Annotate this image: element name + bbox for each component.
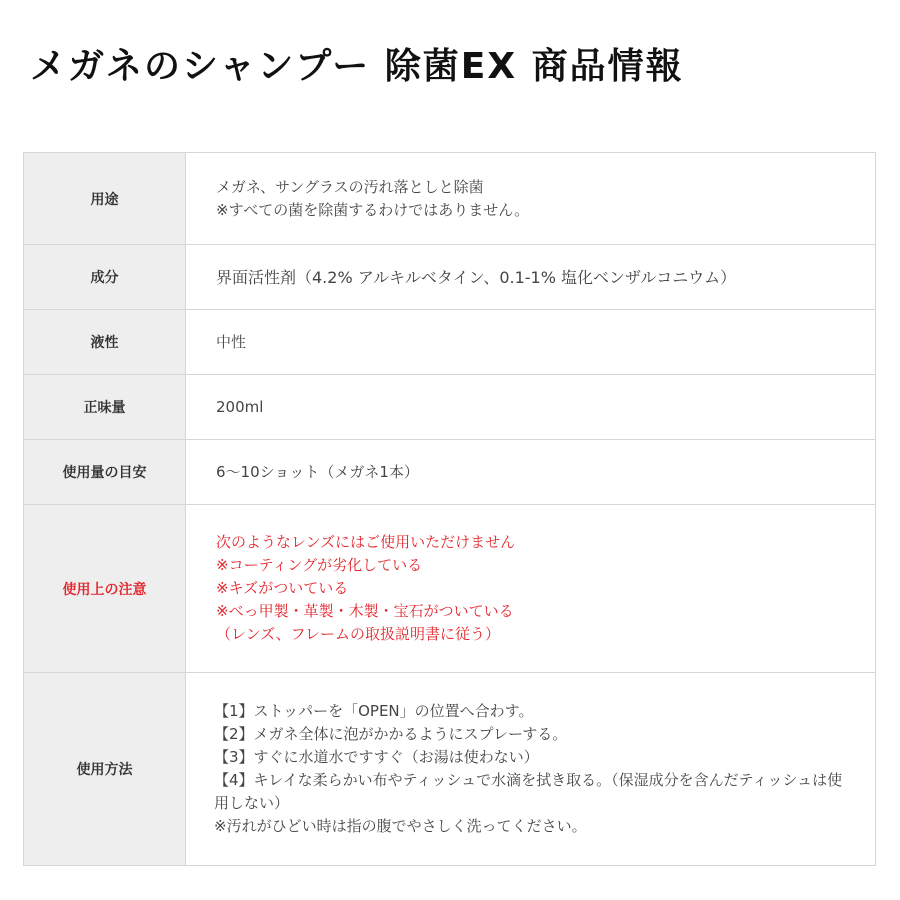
row-value-dosage (186, 440, 876, 505)
directions-line-4: 【4】キレイな柔らかい布やティッシュで水滴を拭き取る。（保湿成分を含んだティッシュは使用しない） (214, 771, 843, 812)
row-value-directions (186, 673, 876, 866)
row-value-ingredients (186, 245, 876, 310)
row-label-ingredients: 成分 (24, 245, 186, 310)
table-row-net-volume (24, 375, 876, 440)
row-value-usage (186, 153, 876, 245)
net-volume-line-1: 200ml (216, 397, 264, 416)
table-row-dosage (24, 440, 876, 505)
table-row-directions (24, 673, 876, 866)
cautions-line-5: （レンズ、フレームの取扱説明書に従う） (216, 625, 501, 643)
row-label-net-volume: 正味量 (24, 375, 186, 440)
table-row-cautions (24, 505, 876, 673)
liquidity-line-1: 中性 (216, 332, 247, 351)
cautions-line-3: ※キズがついている (216, 579, 349, 597)
row-value-liquidity (186, 310, 876, 375)
ingredients-line-1: 界面活性剤（4.2% アルキルベタイン、0.1-1% 塩化ベンザルコニウム） (216, 267, 737, 287)
row-value-cautions (186, 505, 876, 673)
row-label-liquidity: 液性 (24, 310, 186, 375)
directions-line-1: 【1】ストッパーを「OPEN」の位置へ合わす。 (214, 702, 534, 720)
row-label-usage: 用途 (24, 153, 186, 245)
cautions-line-1: 次のようなレンズにはご使用いただけません (216, 533, 516, 551)
cautions-line-4: ※べっ甲製・革製・木製・宝石がついている (216, 602, 514, 620)
directions-line-2: 【2】メガネ全体に泡がかかるようにスプレーする。 (214, 725, 568, 743)
directions-line-5: ※汚れがひどい時は指の腹でやさしく洗ってください。 (214, 817, 587, 835)
row-label-cautions: 使用上の注意 (24, 505, 186, 673)
dosage-line-1: 6～10ショット（メガネ1本） (216, 462, 419, 481)
directions-line-3: 【3】すぐに水道水ですすぐ（お湯は使わない） (214, 748, 539, 766)
product-info-table (23, 152, 876, 866)
row-label-directions: 使用方法 (24, 673, 186, 866)
row-label-dosage: 使用量の目安 (24, 440, 186, 505)
table-row-usage (24, 153, 876, 245)
page-title: メガネのシャンプー 除菌EX 商品情報 (30, 46, 684, 87)
table-row-ingredients (24, 245, 876, 310)
table-row-liquidity (24, 310, 876, 375)
row-value-net-volume (186, 375, 876, 440)
cautions-line-2: ※コーティングが劣化している (216, 556, 423, 574)
usage-line-1: メガネ、サングラスの汚れ落としと除菌 (216, 177, 484, 196)
usage-line-2: ※すべての菌を除菌するわけではありません。 (216, 200, 530, 219)
